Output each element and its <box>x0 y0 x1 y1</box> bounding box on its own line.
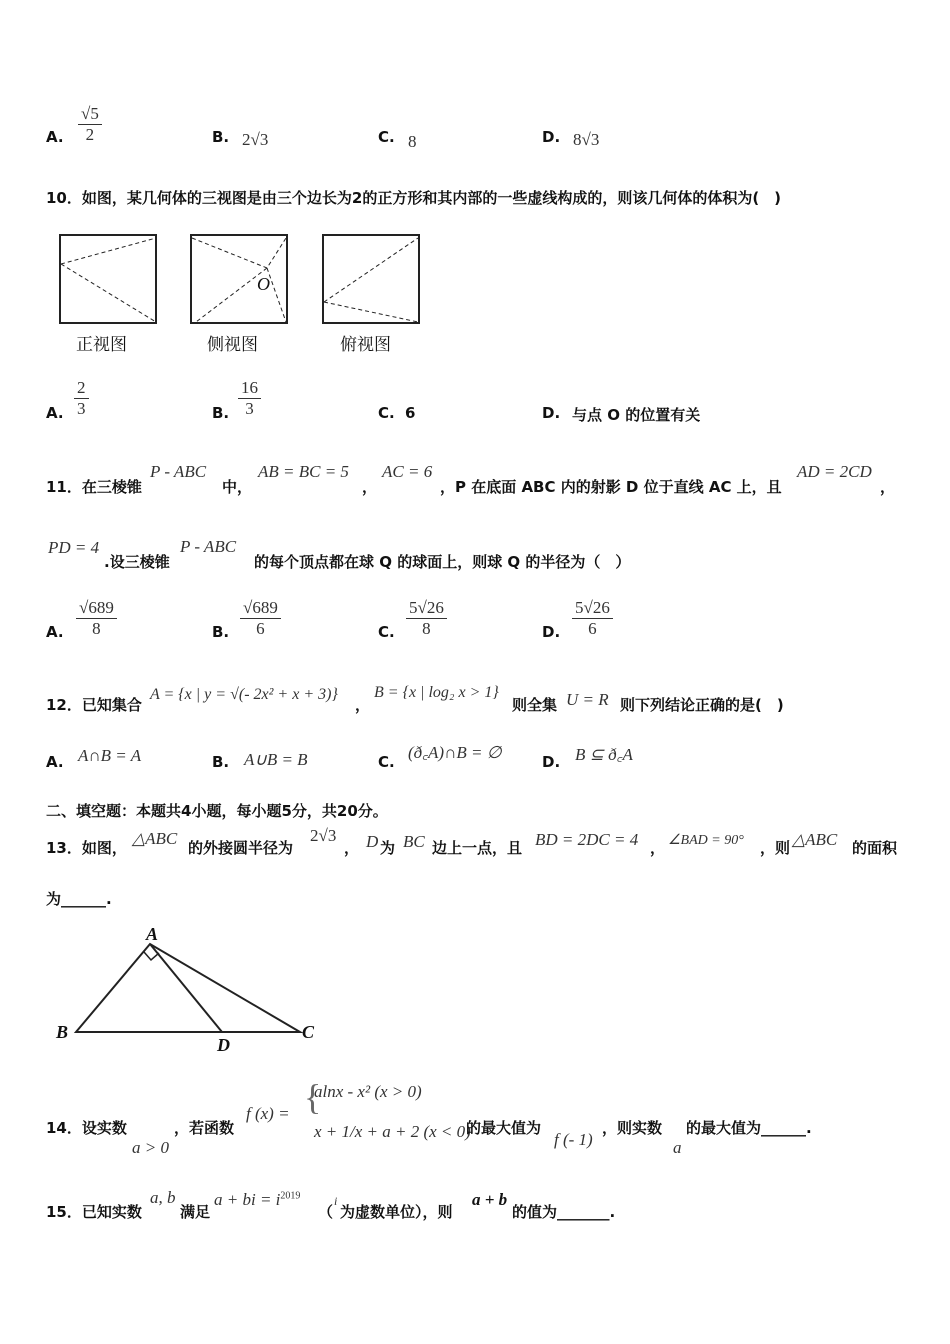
q11-math-4: AD = 2CD <box>797 462 872 481</box>
segment-ad <box>150 944 222 1032</box>
q9-option-a-value <box>78 104 102 145</box>
side-view-label: 侧视图 <box>207 335 258 355</box>
q12-text-3: 则全集 <box>512 696 558 714</box>
q11-option-a-label: A. <box>46 623 64 641</box>
q13-math-1: △ABC <box>132 829 178 848</box>
q11-math-5: PD = 4 <box>48 538 100 557</box>
q11-option-b-value <box>240 598 281 639</box>
section-2-heading: 二、填空题：本题共4小题，每小题5分，共20分。 <box>46 802 388 820</box>
q12-option-c-label: C. <box>378 753 395 771</box>
denominator: 2 <box>85 125 95 144</box>
q10-option-b-label: B. <box>212 404 230 422</box>
top-view-label: 俯视图 <box>340 335 391 355</box>
q11-option-b-label: B. <box>212 623 230 641</box>
q13-text-7: ，则 <box>760 839 791 857</box>
q11-math-1: P - ABC <box>150 462 207 481</box>
q10-option-a-label: A. <box>46 404 64 422</box>
q11-option-d-value <box>572 598 613 639</box>
q9-option-b-value: 2√3 <box>242 130 269 149</box>
q14-text-3: 的最大值为 <box>466 1119 542 1137</box>
q15-text-5: 的值为_______. <box>512 1203 616 1221</box>
q12-text-1: 12．已知集合 <box>46 696 142 714</box>
numerator: 16 <box>238 378 261 399</box>
q14-math-4: a <box>673 1138 682 1157</box>
numerator: √689 <box>240 598 281 619</box>
q12-set-b: B = {x | log₂ x > 1} <box>374 684 499 701</box>
numerator: 2 <box>74 378 89 399</box>
q15-math-4: a + b <box>472 1190 508 1209</box>
q11-text-2: 中， <box>222 478 253 496</box>
q13-math-3: D <box>366 832 379 851</box>
q11-text-6: .设三棱锥 <box>104 553 170 571</box>
q10-option-c-value: 6 <box>405 404 416 422</box>
q15-text-2: 满足 <box>180 1203 211 1221</box>
label-a: A <box>146 924 159 944</box>
q15-math-2 <box>214 1190 300 1210</box>
top-view-square <box>323 235 419 323</box>
triangle-abc <box>76 944 300 1032</box>
front-view-square <box>60 235 156 323</box>
label-c: C <box>302 1022 315 1042</box>
q12-universal-set: U = R <box>566 690 609 709</box>
numerator: 5√26 <box>406 598 447 619</box>
triangle-figure <box>50 922 330 1062</box>
q11-math-6: P - ABC <box>180 537 237 556</box>
q13-text-9: 为______. <box>46 890 112 908</box>
numerator: 5√26 <box>572 598 613 619</box>
q11-math-2: AB = BC = 5 <box>258 462 349 481</box>
denominator: 3 <box>245 399 254 418</box>
q12-option-c-value: (ð꜀A)∩B = ∅ <box>408 743 502 762</box>
three-view-figures <box>55 230 435 330</box>
q12-set-a: A = {x | y = √(- 2x² + x + 3)} <box>150 686 338 703</box>
q13-text-8: 的面积 <box>852 839 898 857</box>
q10-option-d-label: D. <box>542 404 561 422</box>
q13-math-5: BD = 2DC = 4 <box>535 830 639 849</box>
q9-option-d-label: D. <box>542 128 561 146</box>
q13-math-4: BC <box>403 832 425 851</box>
q14-text-5: 的最大值为______. <box>686 1119 812 1137</box>
q11-option-d-label: D. <box>542 623 561 641</box>
q10-option-c-label: C. <box>378 404 395 422</box>
q15-text-4: 为虚数单位），则 <box>340 1203 453 1221</box>
q12-text-2: ， <box>355 696 371 714</box>
q12-option-a-value: A∩B = A <box>78 746 142 765</box>
side-view-dashed-lines <box>192 238 286 322</box>
q14-text-2: ，若函数 <box>174 1119 235 1137</box>
q9-option-c-value: 8 <box>408 132 417 151</box>
q10-option-b-value <box>238 378 261 419</box>
q13-math-7: △ABC <box>792 830 838 849</box>
piecewise-brace: { <box>304 1077 322 1117</box>
q15-exponent: 2019 <box>280 1190 301 1202</box>
q9-option-c-label: C. <box>378 128 395 146</box>
q10-text: 10．如图，某几何体的三视图是由三个边长为2的正方形和其内部的一些虚线构成的，则该几何体的体积为( ) <box>46 189 782 207</box>
q13-text-2: 的外接圆半径为 <box>188 839 294 857</box>
denominator: 6 <box>588 619 597 638</box>
q11-text-3: ， <box>362 478 378 496</box>
denominator: 6 <box>256 619 265 638</box>
q15-text-3: （ <box>318 1203 334 1221</box>
q12-text-4: 则下列结论正确的是( ) <box>620 696 784 714</box>
side-view-square <box>191 235 287 323</box>
q9-option-d-value: 8√3 <box>573 130 600 149</box>
q12-option-a-label: A. <box>46 753 64 771</box>
q12-option-d-value: B ⊆ ð꜀A <box>575 745 633 764</box>
point-o-label: O <box>257 274 270 294</box>
q13-math-6: ∠BAD = 90° <box>668 833 744 848</box>
q12-option-b-value: A∪B = B <box>244 750 308 769</box>
q11-option-c-label: C. <box>378 623 395 641</box>
q10-option-a-value <box>74 378 89 419</box>
denominator: 8 <box>422 619 431 638</box>
front-view-label: 正视图 <box>76 335 127 355</box>
q15-math-3: i <box>334 1194 338 1208</box>
q9-option-a-label: A. <box>46 128 64 146</box>
numerator: √5 <box>78 104 102 125</box>
q13-text-6: ， <box>650 839 666 857</box>
q14-text-1: 14．设实数 <box>46 1119 127 1137</box>
q11-math-3: AC = 6 <box>382 462 433 481</box>
q11-option-c-value <box>406 598 447 639</box>
q14-text-4: ，则实数 <box>602 1119 663 1137</box>
q10-option-d-value: 与点 O 的位置有关 <box>572 406 701 424</box>
q14-math-1: a > 0 <box>132 1138 169 1157</box>
q14-math-3: f (- 1) <box>554 1130 593 1149</box>
q13-text-3: ， <box>344 839 360 857</box>
q13-text-4: 为 <box>380 839 396 857</box>
front-view-dashed-lines <box>61 238 156 322</box>
label-b: B <box>56 1022 69 1042</box>
q11-text-1: 11．在三棱锥 <box>46 478 142 496</box>
q15-text-1: 15．已知实数 <box>46 1203 142 1221</box>
q14-math-2: f (x) = <box>246 1104 290 1123</box>
q13-text-5: 边上一点，且 <box>432 839 523 857</box>
denominator: 3 <box>77 399 86 418</box>
top-view-dashed-lines <box>324 238 418 322</box>
q15-math-1: a, b <box>150 1188 176 1207</box>
q11-text-7: 的每个顶点都在球 Q 的球面上，则球 Q 的半径为（ ） <box>254 553 631 571</box>
q14-case-2: x + 1/x + a + 2 (x < 0) <box>314 1122 471 1141</box>
q11-text-4: ，P 在底面 ABC 内的射影 D 位于直线 AC 上，且 <box>440 478 782 496</box>
q9-option-b-label: B. <box>212 128 230 146</box>
denominator: 8 <box>92 619 101 638</box>
q12-option-d-label: D. <box>542 753 561 771</box>
q14-case-1: alnx - x² (x > 0) <box>314 1082 422 1101</box>
q13-math-2: 2√3 <box>310 826 337 845</box>
q11-text-5: ， <box>880 478 896 496</box>
q12-option-b-label: B. <box>212 753 230 771</box>
label-d: D <box>217 1035 230 1055</box>
q15-math-2-base: a + bi = i <box>214 1190 281 1209</box>
q13-text-1: 13．如图， <box>46 839 127 857</box>
numerator: √689 <box>76 598 117 619</box>
q11-option-a-value <box>76 598 117 639</box>
